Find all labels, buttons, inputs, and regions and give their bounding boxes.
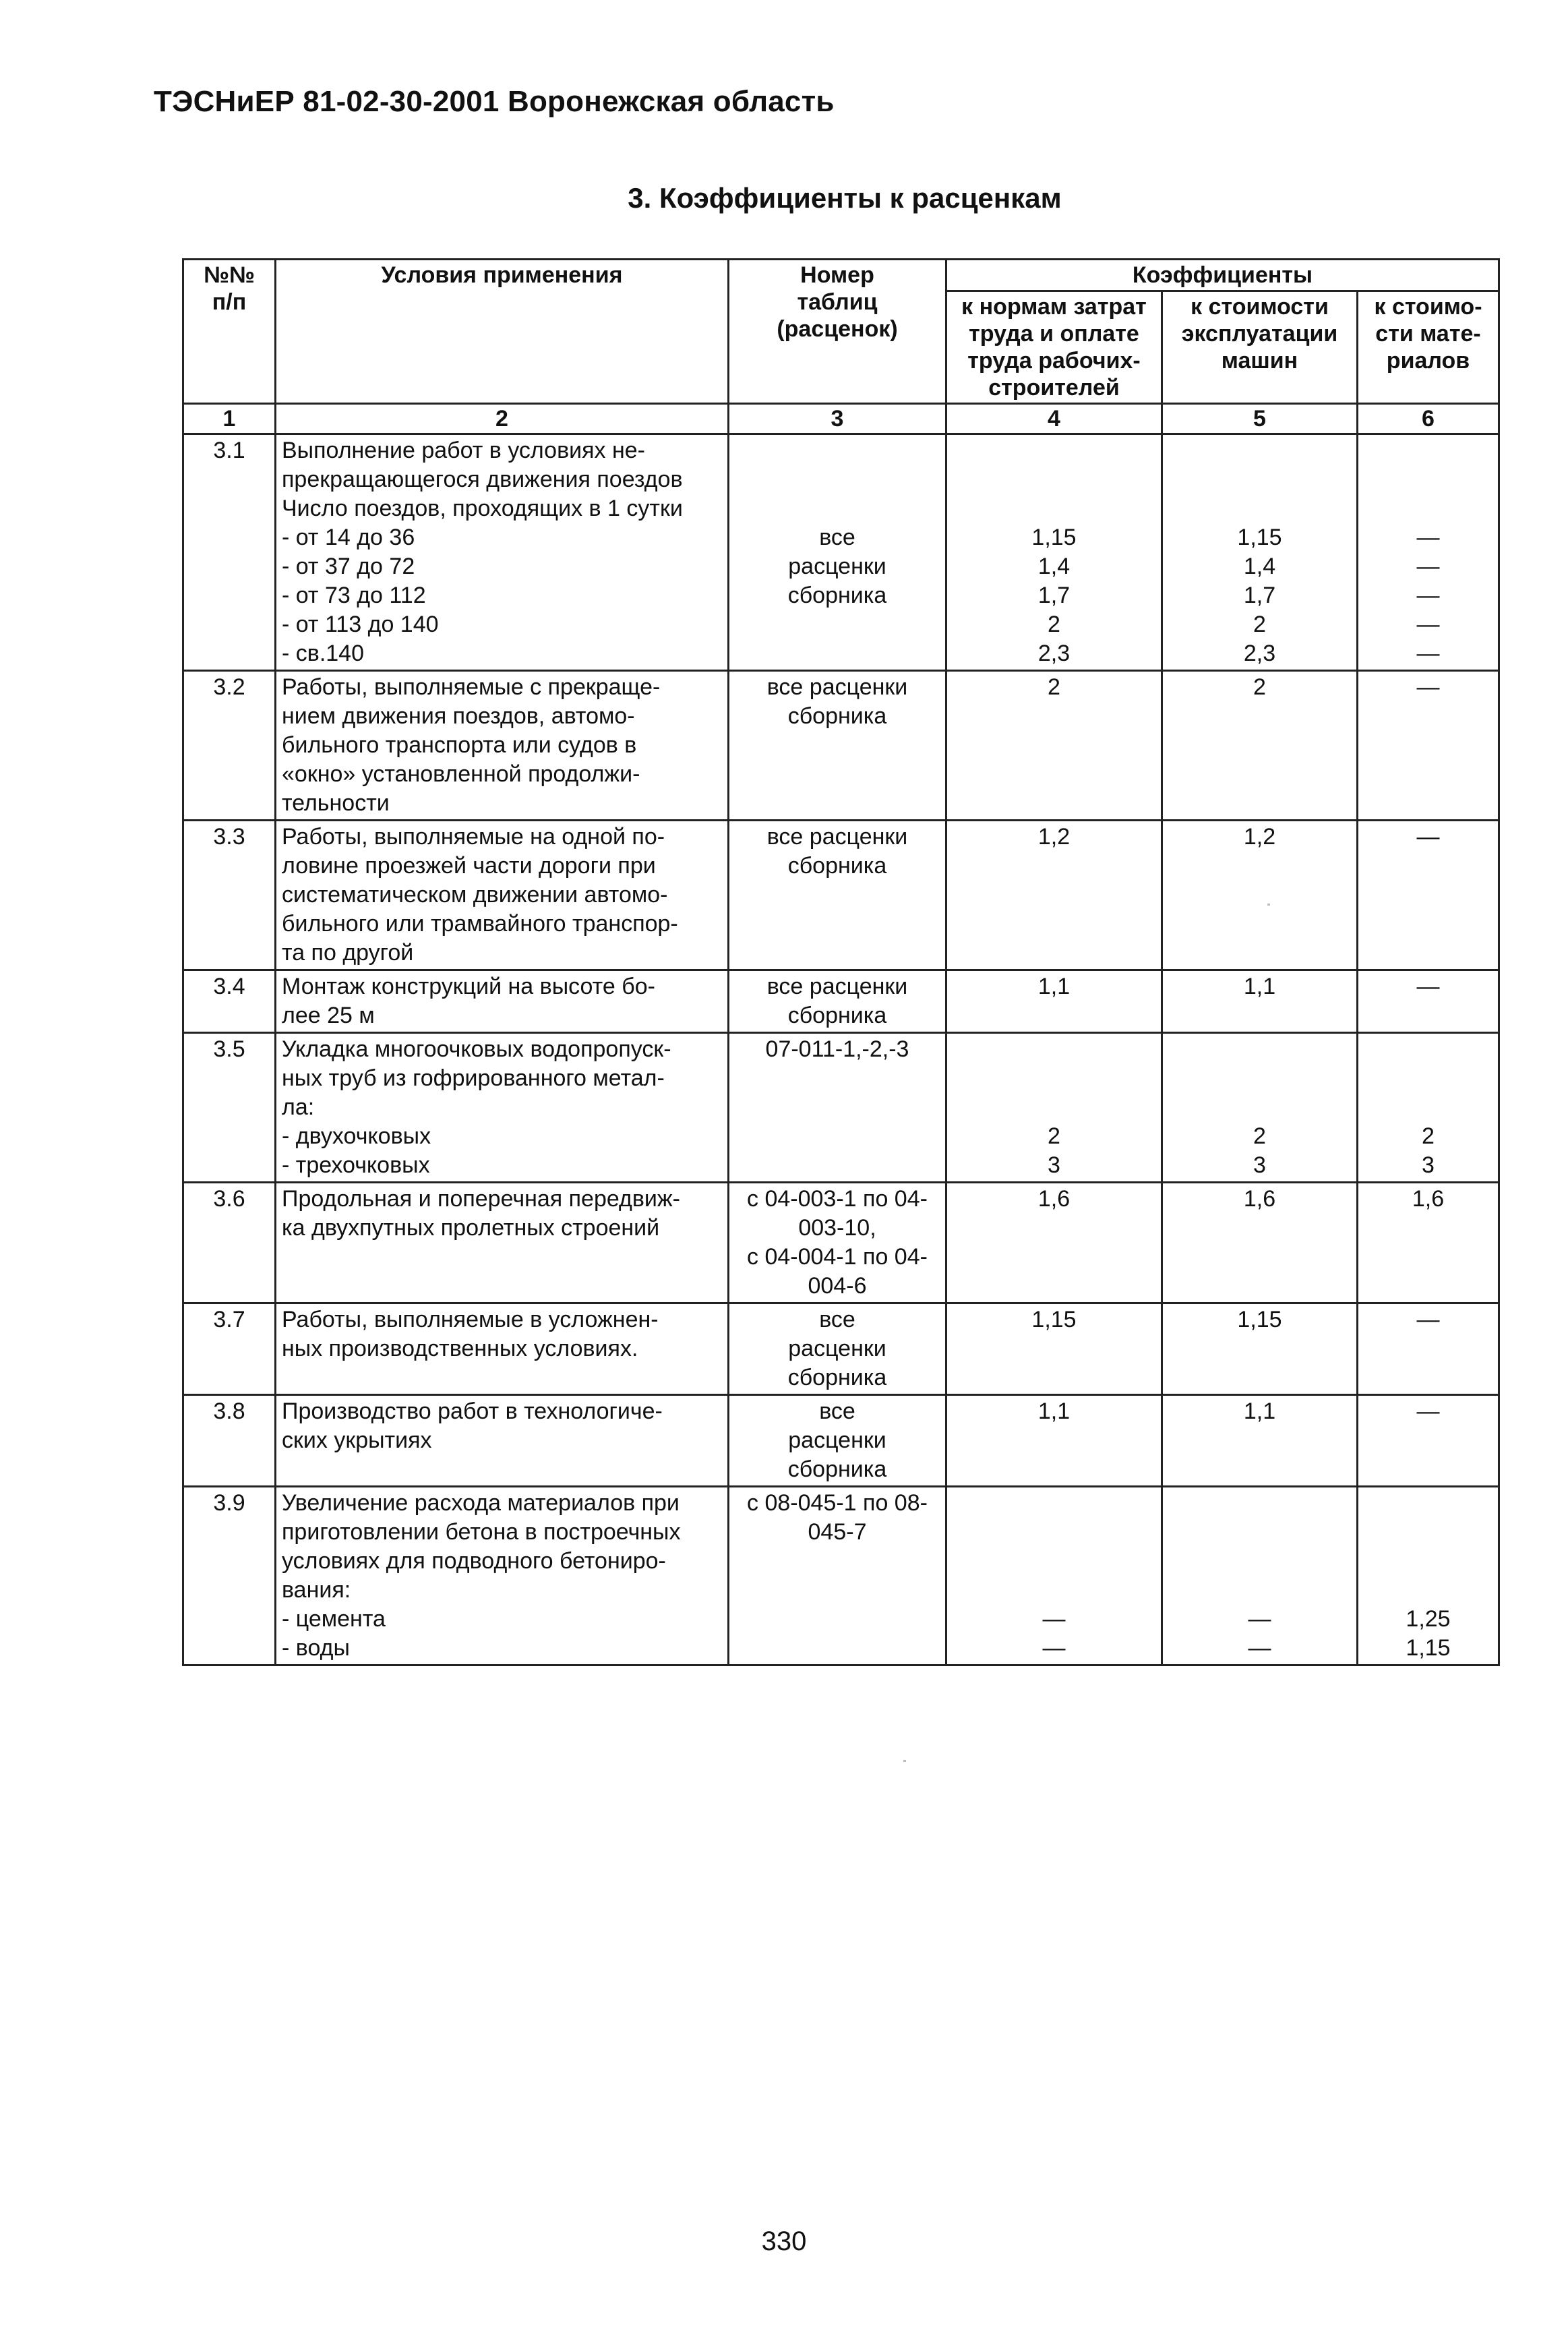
row-table-number: все расценки сборника [729,1395,946,1487]
row-machines-coef: — — [1162,1487,1358,1665]
column-number: 4 [946,404,1162,434]
row-conditions: Работы, выполняемые на одной по- ловине проезжей части дороги при систематическом движении автомо- бильного или трамвайного транспор- та по другой [276,821,729,970]
row-materials-coef: — — — — — [1358,434,1499,671]
scan-speck [1267,904,1270,906]
row-labor-coef: 1,1 [946,1395,1162,1487]
row-number: 3.9 [183,1487,276,1665]
row-materials-coef: 1,6 [1358,1183,1499,1303]
row-machines-coef: 2 3 [1162,1033,1358,1183]
row-labor-coef: 1,6 [946,1183,1162,1303]
row-number: 3.3 [183,821,276,970]
column-number-row [183,404,1499,434]
row-table-number: все расценки сборника [729,1303,946,1395]
table-row [183,1033,1499,1183]
row-number: 3.6 [183,1183,276,1303]
row-machines-coef: 2 [1162,671,1358,821]
table-row [183,1183,1499,1303]
row-conditions: Выполнение работ в условиях не- прекращающегося движения поездов Число поездов, проходящих в 1 сутки - от 14 до 36 - от 37 до 72 - от 73 до 112 - от 113 до 140 - св.140 [276,434,729,671]
row-number: 3.7 [183,1303,276,1395]
page-number: 330 [761,2226,807,2256]
row-number: 3.4 [183,970,276,1033]
table-row [183,1487,1499,1665]
row-labor-coef: 2 [946,671,1162,821]
row-labor-coef: 2 3 [946,1033,1162,1183]
header-num: №№ п/п [183,260,276,404]
row-conditions: Работы, выполняемые в усложнен- ных производственных условиях. [276,1303,729,1395]
row-machines-coef: 1,15 [1162,1303,1358,1395]
row-materials-coef: — [1358,970,1499,1033]
row-number: 3.2 [183,671,276,821]
row-conditions: Продольная и поперечная передвиж- ка двухпутных пролетных строений [276,1183,729,1303]
row-conditions: Работы, выполняемые с прекраще- нием движения поездов, автомо- бильного транспорта или судов в «окно» установленной продолжи- тельности [276,671,729,821]
column-number: 3 [729,404,946,434]
row-table-number: с 08-045-1 по 08- 045-7 [729,1487,946,1665]
header-conditions: Условия применения [276,260,729,404]
header-materials: к стоимо- сти мате- риалов [1358,291,1499,404]
row-number: 3.5 [183,1033,276,1183]
header-labor: к нормам затрат труда и оплате труда рабочих- строителей [946,291,1162,404]
row-table-number: с 04-003-1 по 04- 003-10, с 04-004-1 по 04- 004-6 [729,1183,946,1303]
row-labor-coef: 1,1 [946,970,1162,1033]
header-coefficients: Коэффициенты [946,260,1499,291]
row-table-number: все расценки сборника [729,434,946,671]
row-table-number: все расценки сборника [729,970,946,1033]
section-title: 3. Коэффициенты к расценкам [628,182,1062,214]
row-number: 3.1 [183,434,276,671]
row-table-number: все расценки сборника [729,671,946,821]
row-labor-coef: 1,15 [946,1303,1162,1395]
row-table-number: все расценки сборника [729,821,946,970]
row-labor-coef: 1,2 [946,821,1162,970]
column-number: 2 [276,404,729,434]
coefficients-table [182,258,1500,1666]
row-machines-coef: 1,1 [1162,1395,1358,1487]
row-conditions: Укладка многоочковых водопропуск- ных труб из гофрированного метал- ла: - двухочковых - трехочковых [276,1033,729,1183]
table-row [183,821,1499,970]
row-labor-coef: — — [946,1487,1162,1665]
row-conditions: Монтаж конструкций на высоте бо- лее 25 м [276,970,729,1033]
column-number: 6 [1358,404,1499,434]
row-number: 3.8 [183,1395,276,1487]
table-row [183,671,1499,821]
row-labor-coef: 1,15 1,4 1,7 2 2,3 [946,434,1162,671]
document-header: ТЭСНиЕР 81-02-30-2001 Воронежская область [154,85,835,118]
row-materials-coef: — [1358,821,1499,970]
row-machines-coef: 1,6 [1162,1183,1358,1303]
scan-speck [903,1760,906,1762]
row-conditions: Увеличение расхода материалов при приготовлении бетона в построечных условиях для подводного бетониро- вания: - цемента - воды [276,1487,729,1665]
column-number: 5 [1162,404,1358,434]
row-materials-coef: — [1358,1303,1499,1395]
header-machines: к стоимости эксплуатации машин [1162,291,1358,404]
row-machines-coef: 1,15 1,4 1,7 2 2,3 [1162,434,1358,671]
row-conditions: Производство работ в технологиче- ских укрытиях [276,1395,729,1487]
row-materials-coef: — [1358,671,1499,821]
column-number: 1 [183,404,276,434]
table-row [183,434,1499,671]
table-row [183,970,1499,1033]
header-row [183,260,1499,291]
row-materials-coef: 1,25 1,15 [1358,1487,1499,1665]
row-materials-coef: 2 3 [1358,1033,1499,1183]
row-machines-coef: 1,1 [1162,970,1358,1033]
row-table-number: 07-011-1,-2,-3 [729,1033,946,1183]
row-materials-coef: — [1358,1395,1499,1487]
row-machines-coef: 1,2 [1162,821,1358,970]
header-table-number: Номер таблиц (расценок) [729,260,946,404]
table-row [183,1395,1499,1487]
table-row [183,1303,1499,1395]
